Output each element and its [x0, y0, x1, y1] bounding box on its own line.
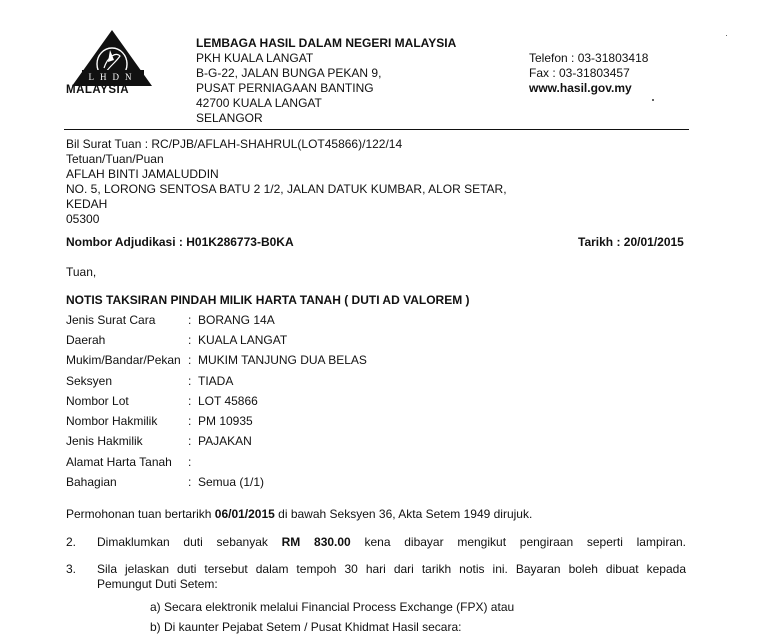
detail-row: Bahagian : Semua (1/1) — [66, 472, 264, 492]
org-name: LEMBAGA HASIL DALAM NEGERI MALAYSIA — [196, 36, 457, 50]
detail-row: Daerah : KUALA LANGAT — [66, 330, 287, 350]
logo-country-text: MALAYSIA — [66, 84, 129, 96]
detail-value: TIADA — [198, 374, 234, 388]
website-link: www.hasil.gov.my — [529, 81, 632, 95]
application-date: 06/01/2015 — [214, 507, 275, 521]
detail-label: Bahagian — [66, 475, 117, 489]
reference-number: Bil Surat Tuan : RC/PJB/AFLAH-SHAHRUL(LOT45866)/122/14 — [66, 137, 403, 151]
payment-option-a: a) Secara elektronik melalui Financial Process Exchange (FPX) atau — [150, 600, 515, 614]
detail-row: Mukim/Bandar/Pekan : MUKIM TANJUNG DUA BELAS — [66, 350, 367, 370]
svg-text:LHDN: LHDN — [88, 72, 138, 82]
address-line-1: PKH KUALA LANGAT — [196, 51, 314, 65]
address-line-3: PUSAT PERNIAGAAN BANTING — [196, 81, 374, 95]
detail-row: Nombor Hakmilik : PM 10935 — [66, 411, 253, 431]
paragraph-1 — [66, 507, 532, 521]
detail-value: BORANG 14A — [198, 313, 275, 327]
adjudication-number: Nombor Adjudikasi : H01K286773-B0KA — [66, 235, 294, 249]
detail-value: PM 10935 — [198, 414, 253, 428]
detail-row: Seksyen : TIADA — [66, 371, 233, 391]
letter-date: Tarikh : 20/01/2015 — [578, 235, 684, 249]
recipient-postcode: 05300 — [66, 212, 100, 226]
salutation-prefix: Tetuan/Tuan/Puan — [66, 152, 164, 166]
phone-number: Telefon : 03-31803418 — [529, 51, 649, 65]
address-line-2: B-G-22, JALAN BUNGA PEKAN 9, — [196, 66, 382, 80]
detail-row: Alamat Harta Tanah : — [66, 452, 198, 472]
detail-value: KUALA LANGAT — [198, 333, 288, 347]
detail-label: Jenis Surat Cara — [66, 313, 156, 327]
item-2-text-start: Dimaklumkan duti sebanyak — [97, 535, 282, 549]
scan-speck — [726, 35, 727, 36]
payment-option-b: b) Di kaunter Pejabat Setem / Pusat Khidmat Hasil secara: — [150, 620, 462, 634]
item-3-number: 3. — [66, 562, 77, 576]
item-3-text-line-2: Pemungut Duti Setem: — [97, 577, 218, 591]
detail-row: Nombor Lot : LOT 45866 — [66, 391, 258, 411]
fax-number: Fax : 03-31803457 — [529, 66, 630, 80]
recipient-name: AFLAH BINTI JAMALUDDIN — [66, 167, 219, 181]
item-2-text — [97, 535, 686, 549]
header-divider — [64, 129, 689, 130]
detail-value: Semua (1/1) — [198, 475, 265, 489]
detail-label: Nombor Hakmilik — [66, 414, 158, 428]
duty-amount: RM 830.00 — [281, 535, 351, 549]
detail-label: Jenis Hakmilik — [66, 434, 143, 448]
detail-label: Mukim/Bandar/Pekan — [66, 353, 181, 367]
greeting: Tuan, — [66, 265, 97, 279]
address-line-4: 42700 KUALA LANGAT — [196, 96, 322, 110]
recipient-address-line-1: NO. 5, LORONG SENTOSA BATU 2 1/2, JALAN DATUK KUMBAR, ALOR SETAR, — [66, 182, 507, 196]
paragraph-1-text-end: di bawah Seksyen 36, Akta Setem 1949 dirujuk. — [274, 507, 533, 521]
detail-label: Daerah — [66, 333, 106, 347]
item-3-text-line-1: Sila jelaskan duti tersebut dalam tempoh 30 hari dari tarikh notis ini. Bayaran boleh dibuat kepada — [97, 562, 686, 576]
item-2-number: 2. — [66, 535, 77, 549]
detail-row: Jenis Surat Cara : BORANG 14A — [66, 310, 275, 330]
paragraph-1-text: Permohonan tuan bertarikh — [66, 507, 215, 521]
detail-label: Nombor Lot — [66, 394, 129, 408]
detail-label: Seksyen — [66, 374, 113, 388]
address-line-5: SELANGOR — [196, 111, 263, 125]
recipient-address-line-2: KEDAH — [66, 197, 108, 211]
detail-value: MUKIM TANJUNG DUA BELAS — [198, 353, 367, 367]
detail-label: Alamat Harta Tanah — [66, 455, 172, 469]
scan-speck — [652, 99, 654, 101]
notice-subject: NOTIS TAKSIRAN PINDAH MILIK HARTA TANAH ( DUTI AD VALOREM ) — [66, 293, 470, 307]
item-2-text-end: kena dibayar mengikut pengiraan seperti lampiran. — [350, 535, 686, 549]
detail-value: LOT 45866 — [198, 394, 258, 408]
detail-value: PAJAKAN — [198, 434, 252, 448]
detail-row: Jenis Hakmilik : PAJAKAN — [66, 431, 252, 451]
